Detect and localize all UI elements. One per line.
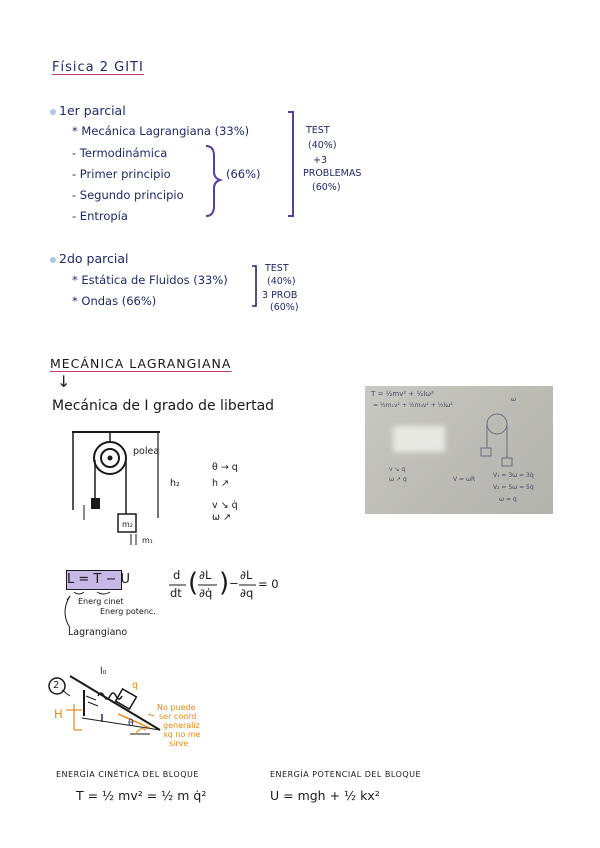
section-heading: MECÁNICA LAGRANGIANA xyxy=(50,356,232,371)
note-line-3: generaliz xyxy=(163,721,200,730)
eq-num2: ∂L xyxy=(240,568,253,582)
mapping-v: v ↘ q̇ xyxy=(212,500,238,511)
note-line-5: sirve xyxy=(169,739,189,748)
parcial1-item-termo: - Termodinámica xyxy=(72,146,168,160)
lagrangian-box: L = T − U xyxy=(66,570,122,590)
parcial1-item-mecanica: * Mecánica Lagrangiana (33%) xyxy=(72,124,250,138)
parcial1-heading-label: 1er parcial xyxy=(59,103,126,118)
label-theta: θ xyxy=(128,718,134,729)
kinetic-heading: ENERGÍA CINÉTICA DEL BLOQUE xyxy=(56,770,199,779)
parcial2-item-ondas: * Ondas (66%) xyxy=(72,294,157,308)
label-H: H xyxy=(54,707,63,721)
parcial1-item-entropia: - Entropía xyxy=(72,209,128,223)
eq-paren-close: ) xyxy=(219,568,230,598)
parcial2-heading-label: 2do parcial xyxy=(59,251,129,266)
mapping-theta: θ → q xyxy=(212,462,238,473)
kinetic-formula: T = ½ mv² = ½ m q̇² xyxy=(76,788,207,803)
down-arrow-icon: ↓ xyxy=(57,372,71,391)
parcial1-item-segundo: - Segundo principio xyxy=(72,188,184,202)
section-subtitle: Mecánica de I grado de libertad xyxy=(52,398,275,414)
note-line-4: xq no me xyxy=(163,730,201,739)
label-m1: m₁ xyxy=(142,536,153,545)
photo-line-5: ω ↗ q xyxy=(389,476,407,483)
eq-d: d xyxy=(173,568,181,582)
eq-rhs: = 0 xyxy=(258,577,279,591)
label-lagrangiano: Lagrangiano xyxy=(68,627,128,638)
photo-line-3: ω xyxy=(511,396,517,403)
label-m2: m₂ xyxy=(122,520,133,529)
p2-grading-test: TEST xyxy=(265,263,289,274)
label-q: q xyxy=(132,680,139,691)
p1-grading-test: TEST xyxy=(306,125,330,136)
label-polea: polea xyxy=(133,446,160,457)
page-title: Física 2 GITI xyxy=(52,60,144,75)
eq-den1: ∂q̇ xyxy=(199,586,213,600)
photo-line-2: = ½m₁v² + ½m₂v² + ½Iω² xyxy=(373,402,453,409)
p1-grading-problemas: PROBLEMAS xyxy=(303,168,362,179)
note-line-2: ser coord xyxy=(159,712,197,721)
p2-grading-prob: 3 PROB xyxy=(262,290,298,301)
potential-formula: U = mgh + ½ kx² xyxy=(270,788,380,803)
p1-grading-test-pct: (40%) xyxy=(308,140,337,151)
p2-grading-prob-pct: (60%) xyxy=(270,302,299,313)
label-energ-cinet: Energ cinet xyxy=(78,597,124,606)
p2-grading-test-pct: (40%) xyxy=(267,276,296,287)
eq-paren-open: ( xyxy=(188,568,199,598)
parcial1-item-primer: - Primer principio xyxy=(72,167,171,181)
group-weight: (66%) xyxy=(226,167,261,181)
photo-line-8: V₂ = 5ω = 5q̇ xyxy=(493,484,534,491)
photo-line-1: T = ½mv² + ½Iω² xyxy=(371,390,434,398)
eq-minus: − xyxy=(229,576,239,590)
eq-num1: ∂L xyxy=(199,568,212,582)
parcial2-item-fluidos: * Estática de Fluidos (33%) xyxy=(72,273,228,287)
photo-line-7: V₁ = 3ω = 3q̇ xyxy=(493,472,534,479)
p1-grading-plus: +3 xyxy=(313,155,328,166)
photo-line-4: v ↘ q xyxy=(389,466,406,473)
mapping-omega: ω ↗ xyxy=(212,512,231,523)
photo-line-9: ω = q̇ xyxy=(499,496,517,503)
p1-grading-problemas-pct: (60%) xyxy=(312,182,341,193)
label-h2: h₂ xyxy=(170,478,180,489)
mapping-h: h ↗ xyxy=(212,478,230,489)
label-energ-potenc: Energ potenc. xyxy=(100,607,156,616)
photo-line-6: V = ωR xyxy=(453,476,476,483)
note-line-1: No puede xyxy=(157,703,196,712)
label-l0: l₀ xyxy=(100,666,107,677)
potential-heading: ENERGÍA POTENCIAL DEL BLOQUE xyxy=(270,770,422,779)
incline-number: 2 xyxy=(53,680,60,691)
eq-dt: dt xyxy=(170,586,182,600)
eq-den2: ∂q xyxy=(240,586,254,600)
